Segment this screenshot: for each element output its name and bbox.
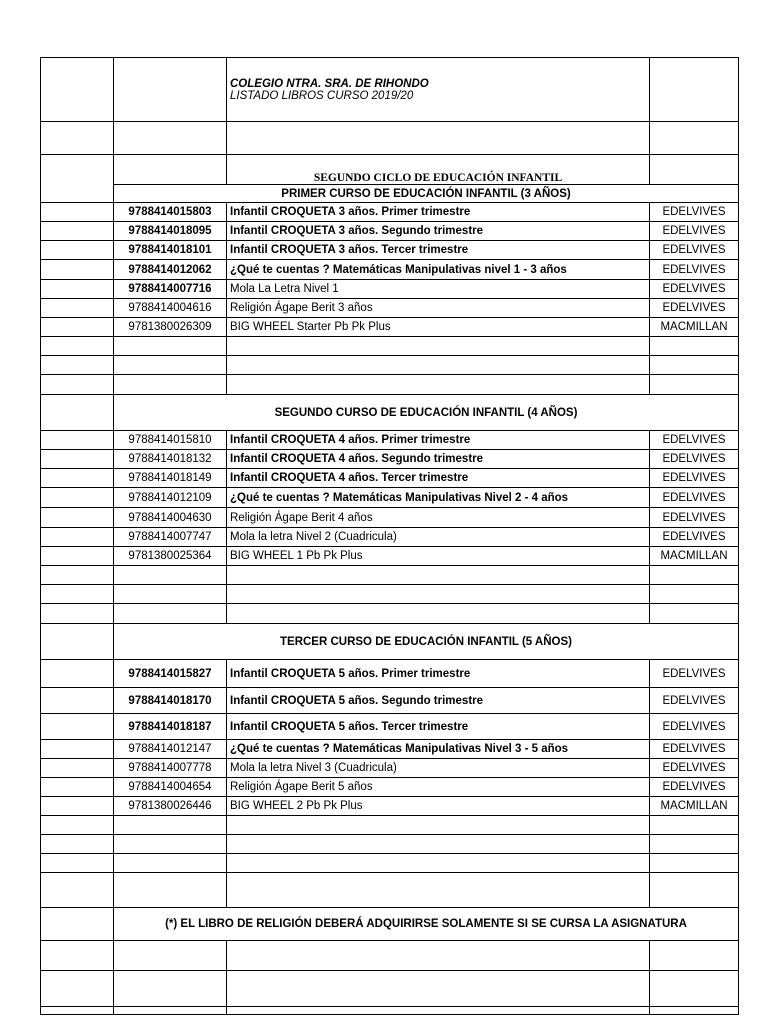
empty-cell [114,356,227,375]
book-row [41,740,739,759]
book-row [41,759,739,778]
empty-cell [114,835,227,854]
empty-cell [650,58,739,90]
empty-cell [650,835,739,854]
empty-cell [41,660,114,688]
book-row [41,688,739,714]
empty-cell [41,356,114,375]
book-isbn: 9788414012109 [114,488,227,508]
empty-cell [650,854,739,873]
empty-cell [227,566,650,585]
empty-cell [41,337,114,356]
religion-note: (*) EL LIBRO DE RELIGIÓN DEBERÁ ADQUIRIRSE SOLAMENTE SI SE CURSA LA ASIGNATURA [114,908,739,941]
book-title: ¿Qué te cuentas ? Matemáticas Manipulativas nivel 1 - 3 años [227,260,650,280]
empty-cell [41,90,114,122]
empty-cell [41,547,114,566]
book-row [41,241,739,260]
book-publisher: EDELVIVES [650,241,739,260]
book-isbn: 9788414015803 [114,203,227,222]
book-title: Infantil CROQUETA 3 años. Tercer trimestre [227,241,650,260]
empty-cell [227,873,650,908]
empty-cell [227,835,650,854]
empty-cell [41,185,114,203]
empty-cell [41,873,114,908]
book-row [41,778,739,797]
empty-cell [650,971,739,1007]
empty-cell [41,280,114,299]
cycle-row [41,155,739,185]
book-title: Mola la letra Nivel 2 (Cuadricula) [227,528,650,547]
book-publisher: EDELVIVES [650,450,739,469]
empty-cell [227,375,650,395]
book-title: ¿Qué te cuentas ? Matemáticas Manipulativas Nivel 2 - 4 años [227,488,650,508]
book-publisher: EDELVIVES [650,203,739,222]
empty-cell [41,797,114,816]
empty-cell [41,1007,114,1015]
section-title: TERCER CURSO DE EDUCACIÓN INFANTIL (5 AÑOS) [114,624,739,660]
empty-cell [114,604,227,624]
book-isbn: 9788414004654 [114,778,227,797]
book-publisher: EDELVIVES [650,508,739,528]
book-publisher: EDELVIVES [650,528,739,547]
empty-cell [227,816,650,835]
blank-row [41,835,739,854]
book-publisher: EDELVIVES [650,299,739,318]
blank-row [41,585,739,604]
cycle-title: SEGUNDO CICLO DE EDUCACIÓN INFANTIL [227,155,650,185]
empty-cell [41,395,114,431]
empty-cell [41,528,114,547]
empty-cell [41,122,114,155]
book-isbn: 9788414018101 [114,241,227,260]
empty-cell [41,318,114,337]
header-row [41,58,739,90]
book-isbn: 9788414004630 [114,508,227,528]
book-isbn: 9788414015810 [114,431,227,450]
empty-cell [114,816,227,835]
empty-cell [227,604,650,624]
empty-cell [41,299,114,318]
section-title: PRIMER CURSO DE EDUCACIÓN INFANTIL (3 AÑOS) [114,185,739,203]
empty-cell [41,971,114,1007]
empty-cell [114,375,227,395]
empty-cell [114,854,227,873]
book-publisher: EDELVIVES [650,740,739,759]
book-title: Mola La Letra Nivel 1 [227,280,650,299]
blank-row [41,941,739,971]
note-row [41,908,739,941]
empty-cell [114,337,227,356]
empty-cell [41,469,114,488]
book-row [41,260,739,280]
book-title: Infantil CROQUETA 5 años. Primer trimestre [227,660,650,688]
book-title: ¿Qué te cuentas ? Matemáticas Manipulativas Nivel 3 - 5 años [227,740,650,759]
empty-cell [41,941,114,971]
empty-cell [650,337,739,356]
book-row [41,450,739,469]
empty-cell [114,971,227,1007]
book-title: Religión Ágape Berit 3 años [227,299,650,318]
book-publisher: EDELVIVES [650,488,739,508]
book-title: Infantil CROQUETA 3 años. Segundo trimestre [227,222,650,241]
empty-cell [650,1007,739,1015]
empty-cell [227,854,650,873]
book-publisher: EDELVIVES [650,714,739,740]
empty-cell [650,604,739,624]
book-isbn: 9788414018149 [114,469,227,488]
book-title: Mola la letra Nivel 3 (Cuadricula) [227,759,650,778]
empty-cell [41,222,114,241]
book-isbn: 9781380025364 [114,547,227,566]
empty-cell [41,854,114,873]
book-row [41,299,739,318]
book-publisher: EDELVIVES [650,660,739,688]
book-publisher: MACMILLAN [650,797,739,816]
empty-cell [41,508,114,528]
section-title-row [41,624,739,660]
empty-cell [650,566,739,585]
empty-cell [650,90,739,122]
book-isbn: 9788414007716 [114,280,227,299]
book-title: Infantil CROQUETA 5 años. Segundo trimestre [227,688,650,714]
empty-cell [41,835,114,854]
book-title: Infantil CROQUETA 4 años. Tercer trimestre [227,469,650,488]
blank-row [41,375,739,395]
empty-cell [227,337,650,356]
book-isbn: 9788414015827 [114,660,227,688]
book-row [41,660,739,688]
empty-cell [41,688,114,714]
school-name: COLEGIO NTRA. SRA. DE RIHONDO [227,58,650,90]
book-row [41,797,739,816]
empty-cell [41,604,114,624]
book-isbn: 9788414012062 [114,260,227,280]
book-isbn: 9788414007778 [114,759,227,778]
book-publisher: EDELVIVES [650,222,739,241]
book-isbn: 9788414018187 [114,714,227,740]
empty-cell [650,122,739,155]
empty-cell [41,759,114,778]
empty-cell [41,585,114,604]
book-title: Infantil CROQUETA 5 años. Tercer trimestre [227,714,650,740]
book-row [41,203,739,222]
empty-cell [114,155,227,185]
empty-cell [114,566,227,585]
empty-cell [41,260,114,280]
empty-cell [650,941,739,971]
empty-cell [41,203,114,222]
book-publisher: EDELVIVES [650,778,739,797]
blank-row [41,971,739,1007]
book-publisher: EDELVIVES [650,469,739,488]
empty-cell [41,431,114,450]
book-title: Infantil CROQUETA 3 años. Primer trimestre [227,203,650,222]
book-publisher: MACMILLAN [650,318,739,337]
book-row [41,280,739,299]
empty-cell [41,778,114,797]
book-row [41,318,739,337]
book-publisher: EDELVIVES [650,688,739,714]
blank-row [41,122,739,155]
empty-cell [41,155,114,185]
empty-cell [41,714,114,740]
empty-cell [227,941,650,971]
book-row [41,528,739,547]
section-title-row [41,185,739,203]
book-row [41,222,739,241]
book-list-sheet [40,57,739,1015]
book-publisher: EDELVIVES [650,280,739,299]
book-isbn: 9788414018132 [114,450,227,469]
empty-cell [41,488,114,508]
book-isbn: 9788414012147 [114,740,227,759]
empty-cell [114,941,227,971]
empty-cell [41,566,114,585]
book-publisher: MACMILLAN [650,547,739,566]
section-title-row [41,395,739,431]
empty-cell [650,816,739,835]
blank-row [41,604,739,624]
book-title: BIG WHEEL 2 Pb Pk Plus [227,797,650,816]
empty-cell [41,740,114,759]
blank-row [41,873,739,908]
empty-cell [114,585,227,604]
book-isbn: 9781380026309 [114,318,227,337]
book-row [41,714,739,740]
book-row [41,508,739,528]
empty-cell [650,375,739,395]
empty-cell [650,356,739,375]
book-row [41,431,739,450]
empty-cell [650,585,739,604]
list-title: LISTADO LIBROS CURSO 2019/20 [227,90,650,122]
book-isbn: 9788414004616 [114,299,227,318]
empty-cell [114,873,227,908]
empty-cell [227,585,650,604]
empty-cell [227,971,650,1007]
section-title: SEGUNDO CURSO DE EDUCACIÓN INFANTIL (4 AÑOS) [114,395,739,431]
blank-row [41,816,739,835]
blank-row [41,356,739,375]
empty-cell [41,375,114,395]
empty-cell [114,1007,227,1015]
book-title: Infantil CROQUETA 4 años. Segundo trimestre [227,450,650,469]
empty-cell [114,122,227,155]
book-row [41,488,739,508]
empty-cell [41,908,114,941]
book-title: Infantil CROQUETA 4 años. Primer trimestre [227,431,650,450]
blank-row [41,337,739,356]
empty-cell [227,1007,650,1015]
header-row [41,90,739,122]
blank-row [41,854,739,873]
empty-cell [114,90,227,122]
blank-row [41,1007,739,1015]
book-publisher: EDELVIVES [650,759,739,778]
book-title: BIG WHEEL 1 Pb Pk Plus [227,547,650,566]
empty-cell [41,624,114,660]
book-isbn: 9788414018095 [114,222,227,241]
empty-cell [650,873,739,908]
empty-cell [650,155,739,185]
empty-cell [41,241,114,260]
book-isbn: 9781380026446 [114,797,227,816]
book-publisher: EDELVIVES [650,260,739,280]
book-row [41,469,739,488]
empty-cell [41,816,114,835]
book-title: Religión Ágape Berit 5 años [227,778,650,797]
book-publisher: EDELVIVES [650,431,739,450]
book-row [41,547,739,566]
empty-cell [227,122,650,155]
empty-cell [227,356,650,375]
empty-cell [41,58,114,90]
book-isbn: 9788414007747 [114,528,227,547]
book-title: Religión Ágape Berit 4 años [227,508,650,528]
book-isbn: 9788414018170 [114,688,227,714]
blank-row [41,566,739,585]
empty-cell [41,450,114,469]
empty-cell [114,58,227,90]
book-title: BIG WHEEL Starter Pb Pk Plus [227,318,650,337]
